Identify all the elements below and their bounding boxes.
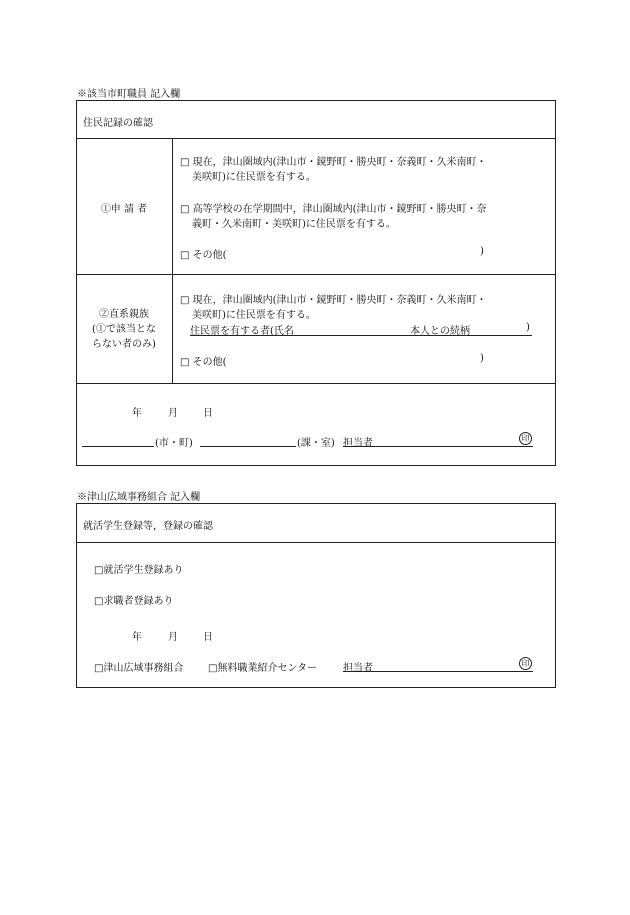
person-label: 担当者 (343, 438, 373, 449)
applicant-option-current[interactable] (180, 153, 487, 168)
relative-holder-underline[interactable] (190, 335, 532, 336)
city-label: (市・町) (155, 438, 193, 449)
person-name-field[interactable] (343, 671, 533, 672)
relative-option-other[interactable]: □ その他( (180, 357, 227, 368)
date-month: 月 (168, 408, 178, 419)
dept-label: (課・室) (297, 438, 335, 449)
divider (172, 138, 173, 383)
applicant-option-other-close: ) (480, 246, 484, 257)
date-day: 日 (203, 408, 213, 419)
person-name-field[interactable] (343, 446, 533, 447)
relative-label-line2: (①で該当とな (92, 324, 156, 335)
applicant-option-current-text: □ 現在，津山圏域内(津山市・鏡野町・勝央町・奈義町・久米南町・ (180, 157, 487, 168)
divider (76, 274, 556, 275)
applicant-option-highschool[interactable] (180, 200, 487, 215)
relative-holder-close: ) (526, 322, 530, 333)
relative-relation-label: 本人との続柄 (410, 326, 470, 337)
check-jobseeker-registration[interactable]: □求職者登録あり (94, 596, 174, 607)
date-year: 年 (132, 632, 142, 643)
applicant-option-highschool-text: □ 高等学校の在学期間中，津山圏域内(津山市・鏡野町・勝央町・奈 (180, 204, 487, 215)
section1-box-title: 住民記録の確認 (83, 118, 153, 129)
section1-heading: ※該当市町職員 記入欄 (77, 89, 181, 100)
dept-name-field[interactable] (200, 446, 296, 447)
person-label: 担当者 (343, 663, 373, 674)
seal-mark: 印 (519, 657, 532, 670)
divider (76, 542, 556, 543)
relative-holder-name-label: 住民票を有する者(氏名 (190, 326, 294, 337)
relative-label-line1: ②直系親族 (99, 309, 149, 320)
applicant-option-other[interactable]: □ その他( (180, 250, 227, 261)
relative-label-line3: らない者のみ) (92, 339, 156, 350)
relative-option-current[interactable] (180, 291, 487, 306)
check-org-tsuyama[interactable]: □津山広域事務組合 (94, 663, 184, 674)
relative-option-current-text: □ 現在，津山圏域内(津山市・鏡野町・勝央町・奈義町・久米南町・ (180, 295, 487, 306)
applicant-option-highschool-cont: 義町・久米南町・美咲町)に住民票を有する。 (192, 219, 396, 230)
divider (76, 138, 556, 139)
check-org-employment-center[interactable]: □無料職業紹介センター (208, 663, 318, 674)
seal-mark: 印 (519, 432, 532, 445)
relative-option-other-close: ) (480, 353, 484, 364)
relative-option-current-cont: 美咲町)に住民票を有する。 (192, 310, 316, 321)
date-year: 年 (132, 408, 142, 419)
city-name-field[interactable] (82, 446, 154, 447)
date-month: 月 (168, 632, 178, 643)
check-student-registration[interactable]: □就活学生登録あり (94, 565, 184, 576)
divider (76, 383, 556, 384)
applicant-option-current-cont: 美咲町)に住民票を有する。 (192, 172, 316, 183)
section2-heading: ※津山広域事務組合 記入欄 (77, 492, 201, 503)
date-day: 日 (203, 632, 213, 643)
applicant-label: ①申 請 者 (100, 204, 148, 215)
section2-box-title: 就活学生登録等，登録の確認 (83, 521, 213, 532)
